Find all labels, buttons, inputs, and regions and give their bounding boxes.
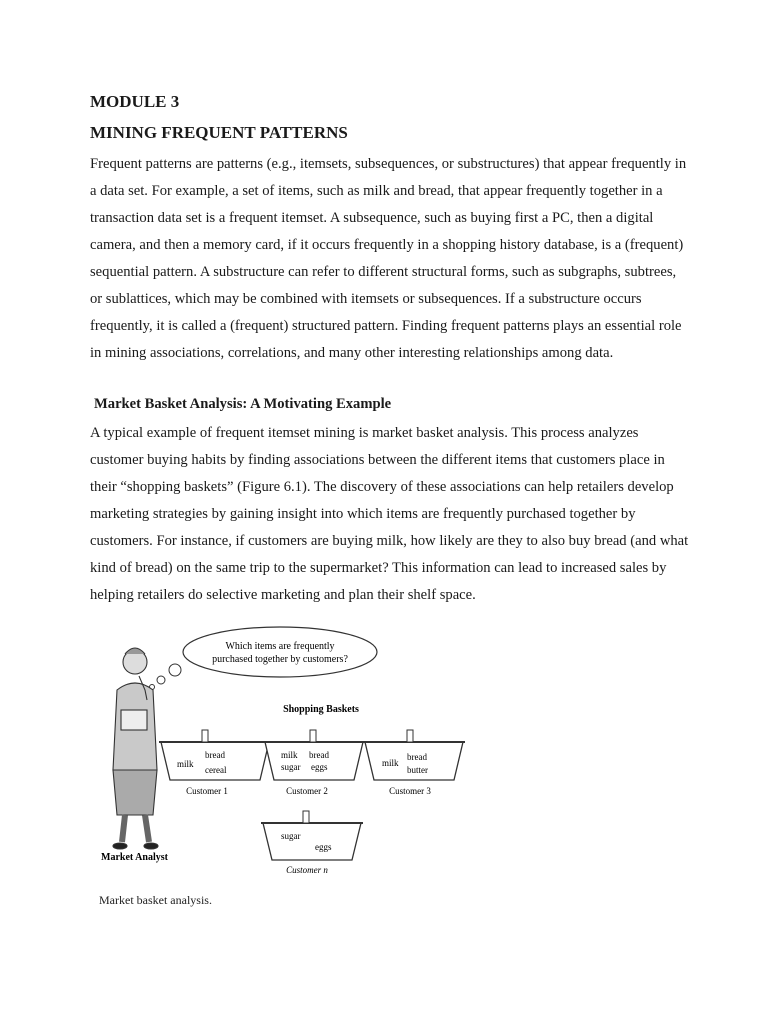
basket-customer-n: [261, 811, 363, 875]
basket-1-item-bread: bread: [205, 750, 225, 760]
basket-3-item-bread: bread: [407, 752, 427, 762]
customer-1-label: Customer 1: [186, 786, 228, 796]
basket-3-item-butter: butter: [407, 765, 428, 775]
analyst-figure: [113, 648, 158, 849]
document-title: MINING FREQUENT PATTERNS: [90, 123, 348, 142]
basket-1-item-cereal: cereal: [205, 765, 227, 775]
basket-customer-3: [363, 730, 465, 796]
basket-1-item-milk: milk: [177, 759, 194, 769]
thought-line-1: Which items are frequently: [225, 641, 335, 652]
customer-n-label: Customer n: [286, 865, 328, 875]
basket-customer-2: [263, 730, 365, 796]
section-paragraph: A typical example of frequent itemset mining is market basket analysis. This process analyzes customer buying habits by finding associations between the different items that customers place in their “shopping baskets” (Figure 6.1). The discovery of these associations can help retailers develop marketing strategies by gaining insight into which items are frequently purchased together by customers. For instance, if customers are buying milk, how likely are they to also buy bread (and what kind of bread) on the same trip to the supermarket? This information can lead to increased sales by helping retailers do selective marketing and plan their shelf space.: [90, 425, 689, 603]
basket-customer-1: [159, 730, 271, 796]
figure-caption: Market basket analysis.: [99, 893, 212, 907]
basket-2-item-bread: bread: [309, 750, 329, 760]
section-heading: Market Basket Analysis: A Motivating Example: [94, 396, 392, 412]
baskets-title: Shopping Baskets: [283, 704, 359, 715]
thought-line-2: purchased together by customers?: [212, 654, 348, 665]
basket-n-item-sugar: sugar: [281, 831, 301, 841]
market-basket-figure: [95, 620, 565, 890]
basket-2-item-eggs: eggs: [311, 762, 328, 772]
customer-3-label: Customer 3: [389, 786, 431, 796]
basket-3-item-milk: milk: [382, 758, 399, 768]
thought-bubble: [150, 627, 378, 690]
intro-paragraph: Frequent patterns are patterns (e.g., itemsets, subsequences, or substructures) that appear frequently in a data set. For example, a set of items, such as milk and bread, that appear frequently together in a transaction data set is a frequent itemset. A subsequence, such as buying first a PC, then a digital camera, and then a memory card, if it occurs frequently in a shopping history database, is a (frequent) sequential pattern. A substructure can refer to different structural forms, such as subgraphs, subtrees, or sublattices, which may be combined with itemsets or subsequences. If a substructure occurs frequently, it is called a (frequent) structured pattern. Finding frequent patterns plays an essential role in mining associations, correlations, and many other interesting relationships among data.: [90, 156, 687, 361]
basket-2-item-milk: milk: [281, 750, 298, 760]
market-basket-illustration: [95, 620, 565, 885]
basket-2-item-sugar: sugar: [281, 762, 301, 772]
module-title: MODULE 3: [90, 92, 180, 111]
analyst-label: Market Analyst: [101, 852, 168, 863]
customer-2-label: Customer 2: [286, 786, 328, 796]
basket-n-item-eggs: eggs: [315, 842, 332, 852]
